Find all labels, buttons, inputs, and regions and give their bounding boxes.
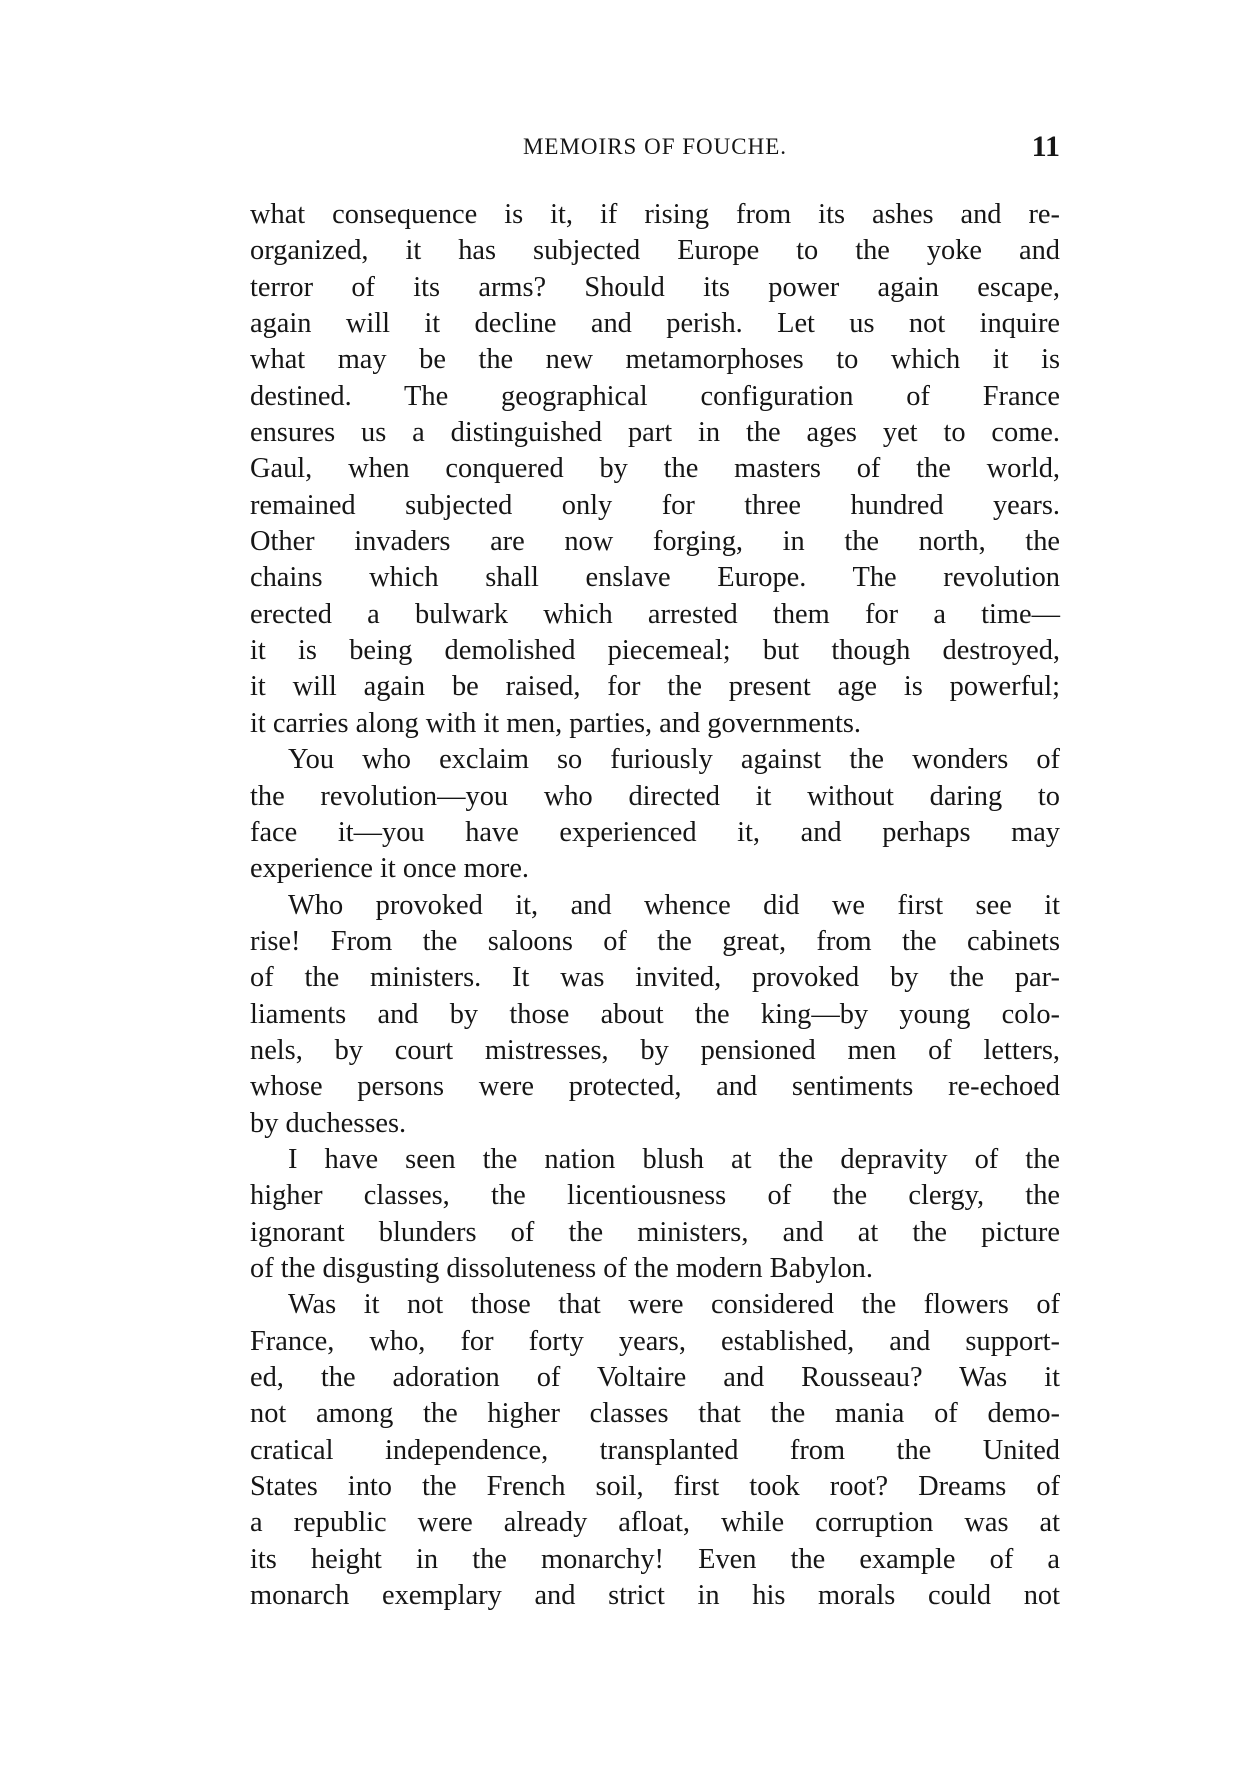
body-text xyxy=(250,197,1060,1614)
text-line: liaments and by those about the king—by young colo- xyxy=(250,998,1060,1030)
text-line: States into the French soil, first took root? Dreams of xyxy=(250,1471,1060,1503)
text-line: cratical independence, transplanted from the United xyxy=(250,1434,1060,1466)
text-line: it is being demolished piecemeal; but though destroyed, xyxy=(250,635,1060,667)
text-line: terror of its arms? Should its power again escape, xyxy=(250,271,1060,303)
text-line: what consequence is it, if rising from its ashes and re- xyxy=(250,199,1060,230)
text-line: ensures us a distinguished part in the ages yet to come. xyxy=(250,417,1060,449)
text-line: experience it once more. xyxy=(250,853,530,885)
text-line: monarch exemplary and strict in his morals could not xyxy=(250,1580,1060,1612)
text-line: nels, by court mistresses, by pensioned men of letters, xyxy=(250,1034,1060,1066)
running-title: MEMOIRS OF FOUCHE. xyxy=(522,134,787,159)
text-line: You who exclaim so furiously against the wonders of xyxy=(288,744,1060,776)
running-head xyxy=(250,130,1060,170)
text-line: rise! From the saloons of the great, from the cabinets xyxy=(250,925,1060,957)
text-line: it will again be raised, for the present age is powerful; xyxy=(250,671,1060,703)
text-line: not among the higher classes that the mania of demo- xyxy=(250,1398,1060,1430)
text-line: the revolution—you who directed it without daring to xyxy=(250,780,1060,812)
text-line: whose persons were protected, and sentiments re-echoed xyxy=(250,1071,1060,1103)
text-line: Gaul, when conquered by the masters of the world, xyxy=(250,453,1060,485)
text-line: I have seen the nation blush at the depravity of the xyxy=(288,1143,1060,1175)
text-line: Other invaders are now forging, in the north, the xyxy=(250,526,1060,558)
text-line: ignorant blunders of the ministers, and at the picture xyxy=(250,1216,1060,1248)
text-line: organized, it has subjected Europe to the yoke and xyxy=(250,235,1060,267)
text-line: its height in the monarchy! Even the example of a xyxy=(250,1543,1060,1575)
text-line: it carries along with it men, parties, and governments. xyxy=(250,707,862,739)
text-line: higher classes, the licentiousness of the clergy, the xyxy=(250,1180,1060,1212)
text-line: face it—you have experienced it, and perhaps may xyxy=(250,816,1060,848)
page-number: 11 xyxy=(1031,130,1060,163)
text-line: of the ministers. It was invited, provoked by the par- xyxy=(250,962,1060,994)
text-line: again will it decline and perish. Let us not inquire xyxy=(250,308,1060,340)
text-line: of the disgusting dissoluteness of the modern Babylon. xyxy=(250,1252,873,1284)
text-line: what may be the new metamorphoses to which it is xyxy=(250,344,1060,376)
text-line: erected a bulwark which arrested them for a time— xyxy=(250,598,1060,630)
text-line: ed, the adoration of Voltaire and Rousseau? Was it xyxy=(250,1362,1060,1393)
text-line: Was it not those that were considered the flowers of xyxy=(288,1289,1060,1321)
text-line: destined. The geographical configuration of France xyxy=(250,380,1060,412)
text-line: remained subjected only for three hundred years. xyxy=(250,489,1060,521)
text-line: Who provoked it, and whence did we first see it xyxy=(288,889,1060,921)
text-line: France, who, for forty years, established, and support- xyxy=(250,1325,1060,1357)
text-line: by duchesses. xyxy=(250,1107,407,1139)
text-line: a republic were already afloat, while corruption was at xyxy=(250,1507,1060,1539)
text-line: chains which shall enslave Europe. The revolution xyxy=(250,562,1060,594)
